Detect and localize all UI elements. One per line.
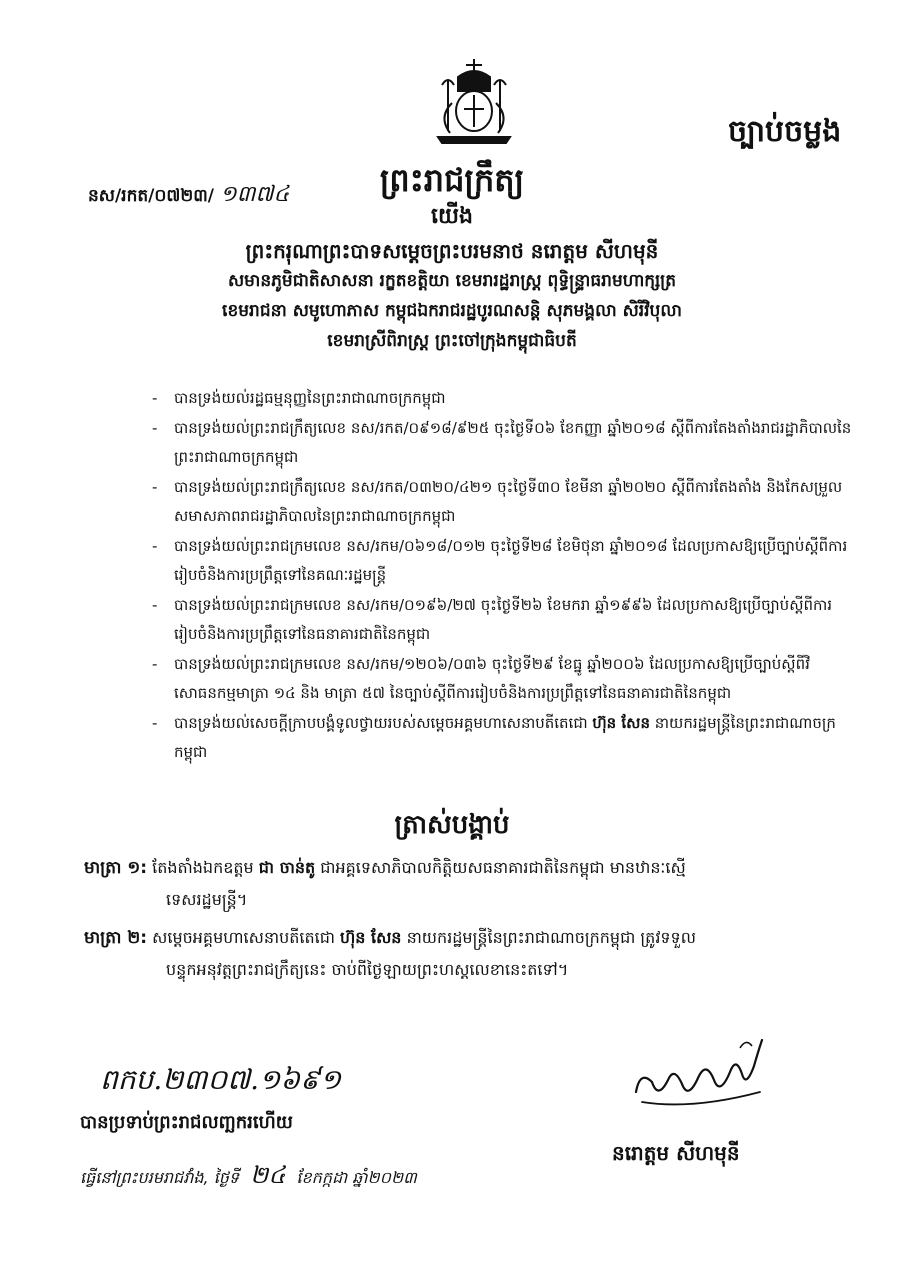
article-text: សម្តេចអគ្គមហាសេនាបតីតេជោ — [152, 928, 335, 947]
reference-number-printed: នស/រកត/០៧២៣/ — [88, 186, 214, 206]
royal-title-line: សមានភូមិជាតិសាសនា រក្ខតខត្តិយា ខេមរារដ្ឋរាស្ត្រ ពុទ្ធិន្ទ្រាធរាមហាក្សត្រ — [227, 271, 677, 291]
article-text: តែងតាំងឯកឧត្តម — [152, 858, 254, 877]
decree-heading: ត្រាស់បង្គាប់ — [394, 810, 510, 840]
article-text: នាយករដ្ឋមន្ត្រីនៃព្រះរាជាណាចក្រកម្ពុជា ត្រូវទទួល — [406, 928, 696, 947]
signer-name: នរោត្តម សីហមុនី — [612, 1141, 740, 1165]
copy-stamp-label: ច្បាប់ចម្លង — [728, 114, 842, 149]
consideration-item: - បានទ្រង់យល់ព្រះរាជក្រមលេខ នស/រកម/០១៩៦/២៧ ចុះថ្ងៃទី២៦ ខែមករា ឆ្នាំ១៩៩៦ ដែលប្រកាសឱ្យប្រើច្បាប់ស្តីពីការរៀបចំនិងការប្រព្រឹត្តទៅនៃធនាគារជាតិនៃកម្ពុជា — [152, 591, 852, 649]
signing-date — [80, 1160, 417, 1195]
consideration-item: - បានទ្រង់យល់ព្រះរាជក្រឹត្យលេខ នស/រកត/០៣២០/៤២១ ចុះថ្ងៃទី៣០ ខែមីនា ឆ្នាំ២០២០ ស្តីពីការតែងតាំង និងកែសម្រួលសមាសភាពរាជរដ្ឋាភិបាលនៃព្រះរាជាណាចក្រកម្ពុជា — [152, 473, 852, 531]
royal-title-line: ខេមរាជនា សមូហោភាស កម្ពុជឯករាជរដ្ឋបូរណសន្តិ សុភមង្គលា សិរីវិបុលា — [222, 301, 682, 321]
article-label: មាត្រា ២: — [84, 928, 148, 948]
article-label: មាត្រា ១: — [84, 858, 148, 878]
consideration-item — [152, 709, 852, 767]
consideration-item: - បានទ្រង់យល់ព្រះរាជក្រមលេខ នស/រកម/១២០៦/០៣៦ ចុះថ្ងៃទី២៩ ខែធ្នូ ឆ្នាំ២០០៦ ដែលប្រកាសឱ្យប្រើច្បាប់ស្តីពីវិសោធនកម្មមាត្រា ១៤ និង មាត្រា ៥៧ នៃច្បាប់ស្តីពីការរៀបចំនិងការប្រព្រឹត្តទៅនៃធនាគារជាតិនៃកម្ពុជា — [152, 650, 852, 708]
article-text: ជាអគ្គទេសាភិបាលកិត្តិយសធនាគារជាតិនៃកម្ពុជា មានឋានៈស្មើ — [320, 858, 686, 877]
date-suffix: ខែកក្កដា ឆ្នាំ២០២៣ — [296, 1168, 417, 1187]
consideration-item: - បានទ្រង់យល់ព្រះរាជក្រមលេខ នស/រកម/០៦១៨/០១២ ចុះថ្ងៃទី២៨ ខែមិថុនា ឆ្នាំ២០១៨ ដែលប្រកាសឱ្យប្រើច្បាប់ស្តីពីការរៀបចំនិងការប្រព្រឹត្តទៅនៃគណៈរដ្ឋមន្ត្រី — [152, 532, 852, 590]
considerations-list — [152, 384, 852, 768]
we-heading: យើង — [431, 204, 473, 229]
royal-title-line: ខេមរាស្រីពិរាស្ត្រ ព្រះចៅក្រុងកម្ពុជាធិបតី — [327, 331, 577, 351]
reference-number-handwritten: ១៣៧៤ — [219, 182, 290, 207]
article-continuation: ទេសរដ្ឋមន្ត្រី។ — [166, 890, 248, 909]
date-prefix: ធ្វើនៅព្រះបរមរាជវាំង, ថ្ងៃទី — [80, 1168, 240, 1187]
consideration-item: - បានទ្រង់យល់ព្រះរាជក្រឹត្យលេខ នស/រកត/០៩១៨/៩២៥ ចុះថ្ងៃទី០៦ ខែកញ្ញា ឆ្នាំ២០១៨ ស្តីពីការតែងតាំងរាជរដ្ឋាភិបាលនៃព្រះរាជាណាចក្រកម្ពុជា — [152, 414, 852, 472]
royal-coat-of-arms-icon — [428, 55, 520, 147]
royal-title-line: ព្រះករុណាព្រះបាទសម្តេចព្រះបរមនាថ នរោត្តម សីហមុនី — [245, 239, 659, 263]
article-1 — [84, 852, 854, 916]
consideration-text: នាយករដ្ឋមន្ត្រីនៃព្រះរាជាណាចក្រកម្ពុជា — [174, 714, 836, 761]
royal-titles — [120, 236, 784, 356]
consideration-text: បានទ្រង់យល់សេចក្តីក្រាបបង្គំទូលថ្វាយរបស់សម្តេចអគ្គមហាសេនាបតីតេជោ — [174, 714, 588, 732]
article-continuation: បន្ទុកអនុវត្តព្រះរាជក្រឹត្យនេះ ចាប់ពីថ្ងៃឡាយព្រះហស្តលេខានេះតទៅ។ — [166, 960, 569, 979]
document-title: ព្រះរាជក្រឹត្យ — [379, 161, 525, 199]
handwritten-registry-note: ពកប.២៣០៧.១៦៩១ — [100, 1063, 342, 1096]
consideration-name: ហ៊ុន សែន — [592, 714, 650, 732]
seal-applied-note: បានប្រទាប់ព្រះរាជលញ្ឆករហើយ — [80, 1112, 293, 1133]
article-2 — [84, 922, 854, 986]
royal-signature — [622, 1030, 772, 1120]
article-name: ហ៊ុន សែន — [340, 928, 402, 947]
consideration-item: - បានទ្រង់យល់រដ្ឋធម្មនុញ្ញនៃព្រះរាជាណាចក្រកម្ពុជា — [152, 384, 852, 413]
article-name: ជា ចាន់តូ — [258, 858, 316, 877]
date-day: ២៤ — [250, 1161, 286, 1189]
